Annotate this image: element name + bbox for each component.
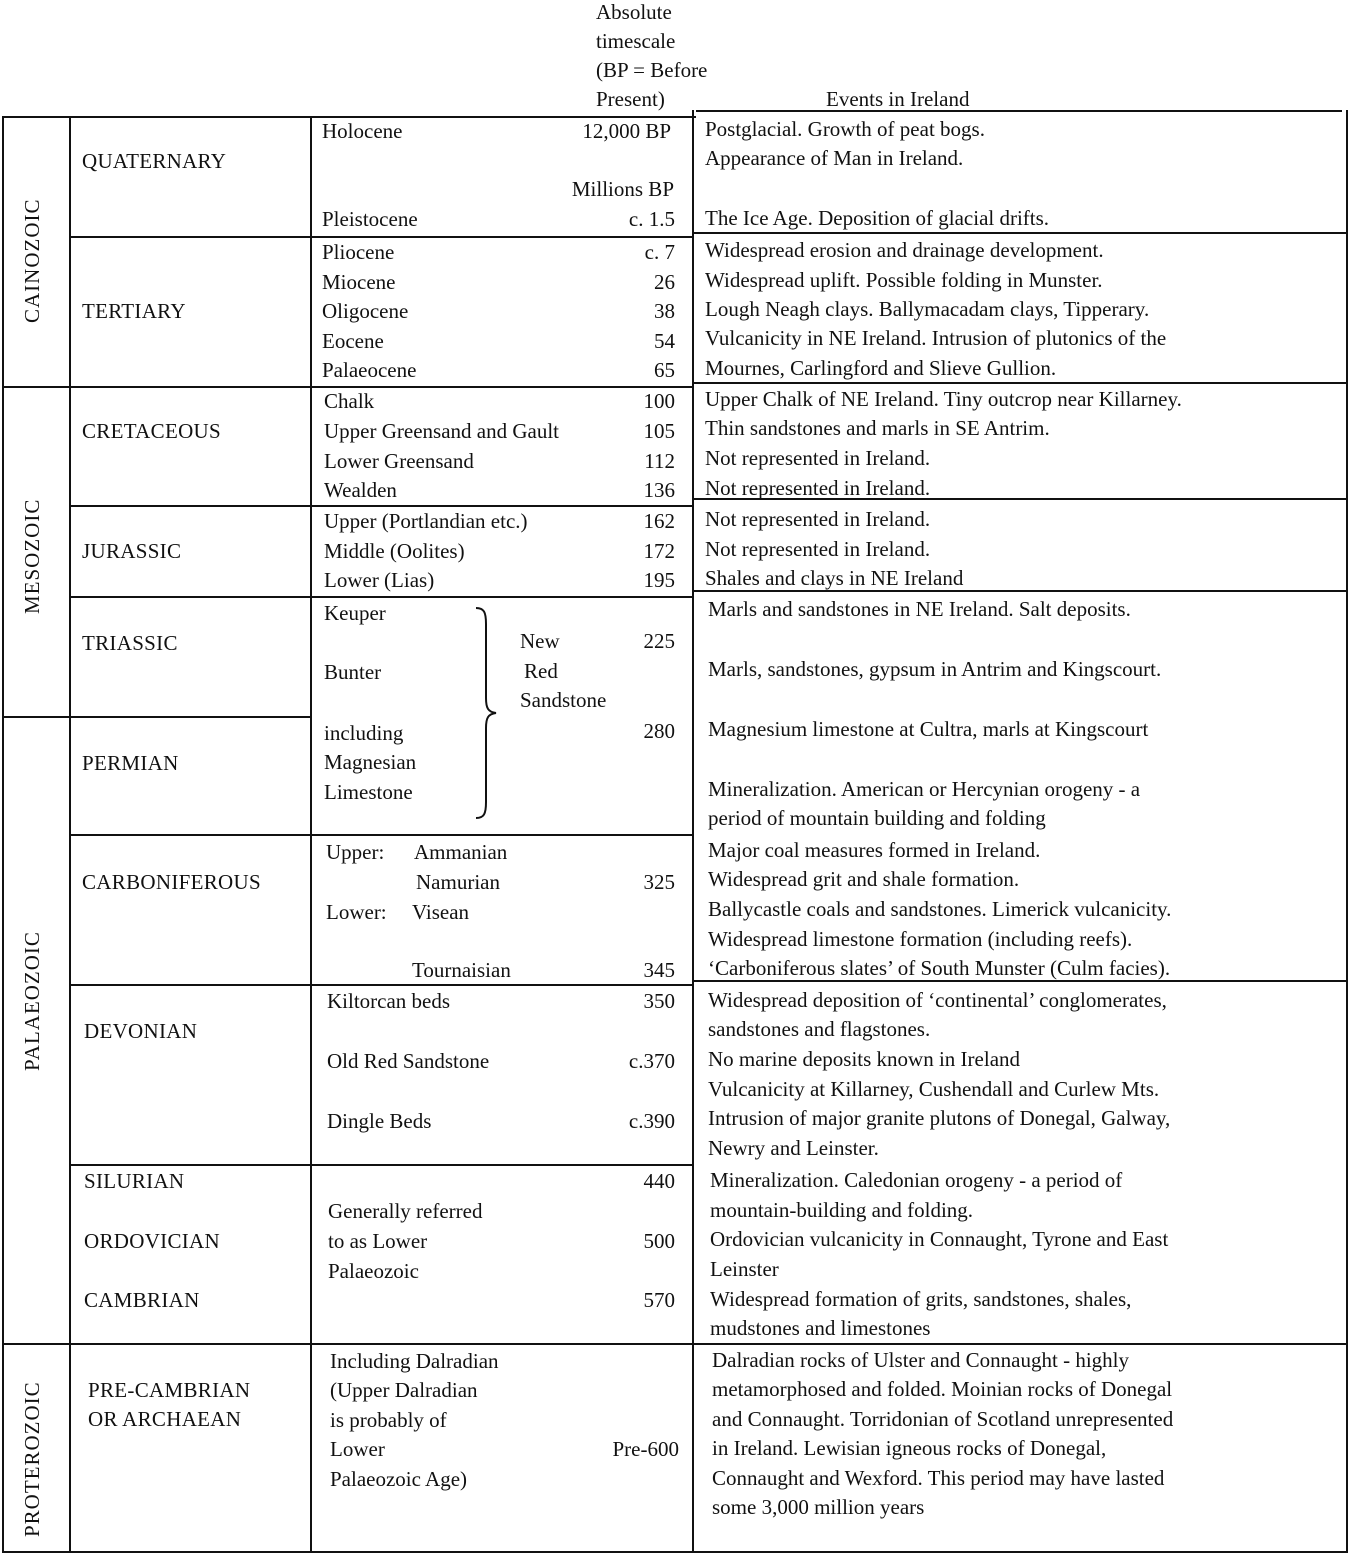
- event-text: No marine deposits known in Ireland: [708, 1047, 1021, 1071]
- event-text: some 3,000 million years: [712, 1495, 925, 1519]
- event-text: Major coal measures formed in Ireland.: [708, 838, 1041, 862]
- epoch-name: Dingle Beds: [327, 1109, 432, 1133]
- epoch-pleistocene: Pleistocene: [322, 207, 418, 231]
- event-text: Not represented in Ireland.: [705, 537, 931, 561]
- event-text: Ballycastle coals and sandstones. Limerick vulcanicity.: [708, 897, 1172, 921]
- event-text: metamorphosed and folded. Moinian rocks of Donegal: [712, 1377, 1173, 1401]
- event-text: Appearance of Man in Ireland.: [705, 146, 964, 170]
- epoch-name: Wealden: [324, 478, 397, 502]
- event-text: The Ice Age. Deposition of glacial drifts.: [705, 206, 1050, 230]
- period-silurian: SILURIAN: [84, 1169, 185, 1193]
- period-jurassic: JURASSIC: [82, 539, 182, 563]
- epoch-text: to as Lower: [328, 1229, 428, 1253]
- event-text: Vulcanicity in NE Ireland. Intrusion of plutonics of the: [705, 326, 1167, 350]
- event-text: Not represented in Ireland.: [705, 507, 931, 531]
- epoch-text: including: [324, 721, 404, 745]
- event-text: in Ireland. Lewisian igneous rocks of Donegal,: [712, 1436, 1107, 1460]
- epoch-name: Namurian: [416, 870, 500, 894]
- period-carboniferous: CARBONIFEROUS: [82, 870, 261, 894]
- event-text: ‘Carboniferous slates’ of South Munster (Culm facies).: [708, 956, 1171, 980]
- event-text: Widespread grit and shale formation.: [708, 867, 1020, 891]
- period-cambrian: CAMBRIAN: [84, 1288, 200, 1312]
- epoch-age: 225: [643, 629, 675, 653]
- event-text: and Connaught. Torridonian of Scotland unrepresented: [712, 1407, 1174, 1431]
- event-text: Leinster: [710, 1257, 779, 1281]
- epoch-text: is probably of: [330, 1408, 447, 1432]
- epoch-name: Tournaisian: [412, 958, 511, 982]
- epoch-text: Limestone: [324, 780, 413, 804]
- era-cainozoic: CAINOZOIC: [20, 198, 44, 323]
- epoch-age: 325: [643, 870, 675, 894]
- event-text: Not represented in Ireland.: [705, 476, 931, 500]
- header-line: Present): [596, 87, 665, 111]
- epoch-age: 500: [643, 1229, 675, 1253]
- epoch-name: Oligocene: [322, 299, 409, 323]
- event-text: sandstones and flagstones.: [708, 1017, 931, 1041]
- epoch-age: 162: [643, 509, 675, 533]
- epoch-text: (Upper Dalradian: [330, 1378, 478, 1402]
- group-label: Sandstone: [520, 688, 607, 712]
- era-proterozoic: PROTEROZOIC: [20, 1381, 44, 1537]
- epoch-name: Ammanian: [414, 840, 508, 864]
- event-text: Widespread formation of grits, sandstones, shales,: [710, 1287, 1132, 1311]
- event-text: Dalradian rocks of Ulster and Connaught - highly: [712, 1348, 1129, 1372]
- epoch-text: Palaeozoic: [328, 1259, 419, 1283]
- header-line: timescale: [596, 29, 676, 53]
- event-text: Mournes, Carlingford and Slieve Gullion.: [705, 356, 1057, 380]
- epoch-age: 280: [643, 719, 675, 743]
- event-text: Connaught and Wexford. This period may have lasted: [712, 1466, 1165, 1490]
- period-quaternary: QUATERNARY: [82, 149, 227, 173]
- units-label: Millions BP: [571, 177, 674, 201]
- event-text: Postglacial. Growth of peat bogs.: [705, 117, 985, 141]
- event-text: mountain-building and folding.: [710, 1198, 974, 1222]
- epoch-keuper: Keuper: [324, 601, 386, 625]
- period-triassic: TRIASSIC: [82, 631, 178, 655]
- epoch-text: Magnesian: [324, 750, 417, 774]
- period-devonian: DEVONIAN: [84, 1019, 198, 1043]
- epoch-age: 65: [654, 358, 675, 382]
- epoch-name: Chalk: [324, 389, 375, 413]
- epoch-name: Kiltorcan beds: [327, 989, 451, 1013]
- event-text: Thin sandstones and marls in SE Antrim.: [705, 416, 1050, 440]
- age-pleistocene: c. 1.5: [628, 207, 675, 231]
- epoch-label: Lower:: [326, 900, 387, 924]
- epoch-name: Lower (Lias): [324, 568, 435, 592]
- epoch-text: Palaeozoic Age): [330, 1467, 468, 1491]
- period-permian: PERMIAN: [82, 751, 179, 775]
- age-holocene: 12,000 BP: [582, 119, 671, 143]
- header-line: Absolute: [596, 0, 672, 24]
- period-precambrian-alt: OR ARCHAEAN: [88, 1407, 242, 1431]
- epoch-age: c. 7: [644, 240, 675, 264]
- epoch-text: Including Dalradian: [330, 1349, 499, 1373]
- era-palaeozoic: PALAEOZOIC: [20, 931, 44, 1071]
- epoch-label: Upper:: [326, 840, 385, 864]
- epoch-age: c.370: [628, 1049, 675, 1073]
- event-text: Mineralization. Caledonian orogeny - a period of: [710, 1168, 1123, 1192]
- event-text: Widespread erosion and drainage development.: [705, 238, 1104, 262]
- era-mesozoic: MESOZOIC: [20, 498, 44, 614]
- epoch-age: 350: [643, 989, 675, 1013]
- period-cretaceous: CRETACEOUS: [82, 419, 221, 443]
- event-text: Magnesium limestone at Cultra, marls at Kingscourt: [708, 717, 1149, 741]
- epoch-name: Eocene: [322, 329, 384, 353]
- epoch-age: 195: [643, 568, 675, 592]
- epoch-name: Miocene: [322, 270, 396, 294]
- event-text: mudstones and limestones: [710, 1316, 931, 1340]
- epoch-age: Pre-600: [612, 1437, 679, 1461]
- epoch-name: Upper (Portlandian etc.): [324, 509, 528, 533]
- epoch-name: Middle (Oolites): [324, 539, 465, 563]
- epoch-age: 38: [654, 299, 675, 323]
- epoch-holocene: Holocene: [322, 119, 403, 143]
- event-text: Widespread deposition of ‘continental’ conglomerates,: [708, 988, 1167, 1012]
- epoch-age: 112: [644, 449, 675, 473]
- event-text: Upper Chalk of NE Ireland. Tiny outcrop near Killarney.: [705, 387, 1182, 411]
- event-text: Marls and sandstones in NE Ireland. Salt deposits.: [708, 597, 1131, 621]
- event-text: Mineralization. American or Hercynian orogeny - a: [708, 777, 1141, 801]
- event-text: Widespread limestone formation (including reefs).: [708, 927, 1133, 951]
- period-tertiary: TERTIARY: [82, 299, 186, 323]
- epoch-age: 570: [643, 1288, 675, 1312]
- epoch-age: 26: [654, 270, 675, 294]
- group-label: Red: [524, 659, 558, 683]
- epoch-name: Old Red Sandstone: [327, 1049, 490, 1073]
- epoch-name: Visean: [412, 900, 470, 924]
- epoch-age: c.390: [628, 1109, 675, 1133]
- event-text: Lough Neagh clays. Ballymacadam clays, Tipperary.: [705, 297, 1150, 321]
- epoch-age: 345: [643, 958, 675, 982]
- epoch-text: Generally referred: [328, 1199, 483, 1223]
- event-text: Ordovician vulcanicity in Connaught, Tyrone and East: [710, 1227, 1169, 1251]
- epoch-name: Palaeocene: [322, 358, 417, 382]
- epoch-age: 172: [643, 539, 675, 563]
- event-text: period of mountain building and folding: [708, 806, 1046, 830]
- event-text: Widespread uplift. Possible folding in Munster.: [705, 268, 1103, 292]
- brace-icon: [474, 604, 502, 822]
- period-ordovician: ORDOVICIAN: [84, 1229, 220, 1253]
- event-text: Shales and clays in NE Ireland: [705, 566, 964, 590]
- epoch-bunter: Bunter: [324, 660, 382, 684]
- epoch-text: Lower: [330, 1437, 385, 1461]
- group-label: New: [520, 629, 560, 653]
- epoch-age: 54: [654, 329, 675, 353]
- header-line: (BP = Before: [596, 58, 708, 82]
- epoch-age: 105: [643, 419, 675, 443]
- event-text: Vulcanicity at Killarney, Cushendall and Curlew Mts.: [708, 1077, 1160, 1101]
- event-text: Marls, sandstones, gypsum in Antrim and Kingscourt.: [708, 657, 1162, 681]
- epoch-name: Upper Greensand and Gault: [324, 419, 559, 443]
- event-text: Newry and Leinster.: [708, 1136, 879, 1160]
- event-text: Intrusion of major granite plutons of Donegal, Galway,: [708, 1106, 1171, 1130]
- events-header: Events in Ireland: [826, 87, 970, 111]
- epoch-age: 440: [643, 1169, 675, 1193]
- epoch-age: 136: [643, 478, 675, 502]
- epoch-name: Lower Greensand: [324, 449, 474, 473]
- event-text: Not represented in Ireland.: [705, 446, 931, 470]
- epoch-age: 100: [643, 389, 675, 413]
- period-precambrian: PRE-CAMBRIAN: [88, 1378, 251, 1402]
- epoch-name: Pliocene: [322, 240, 395, 264]
